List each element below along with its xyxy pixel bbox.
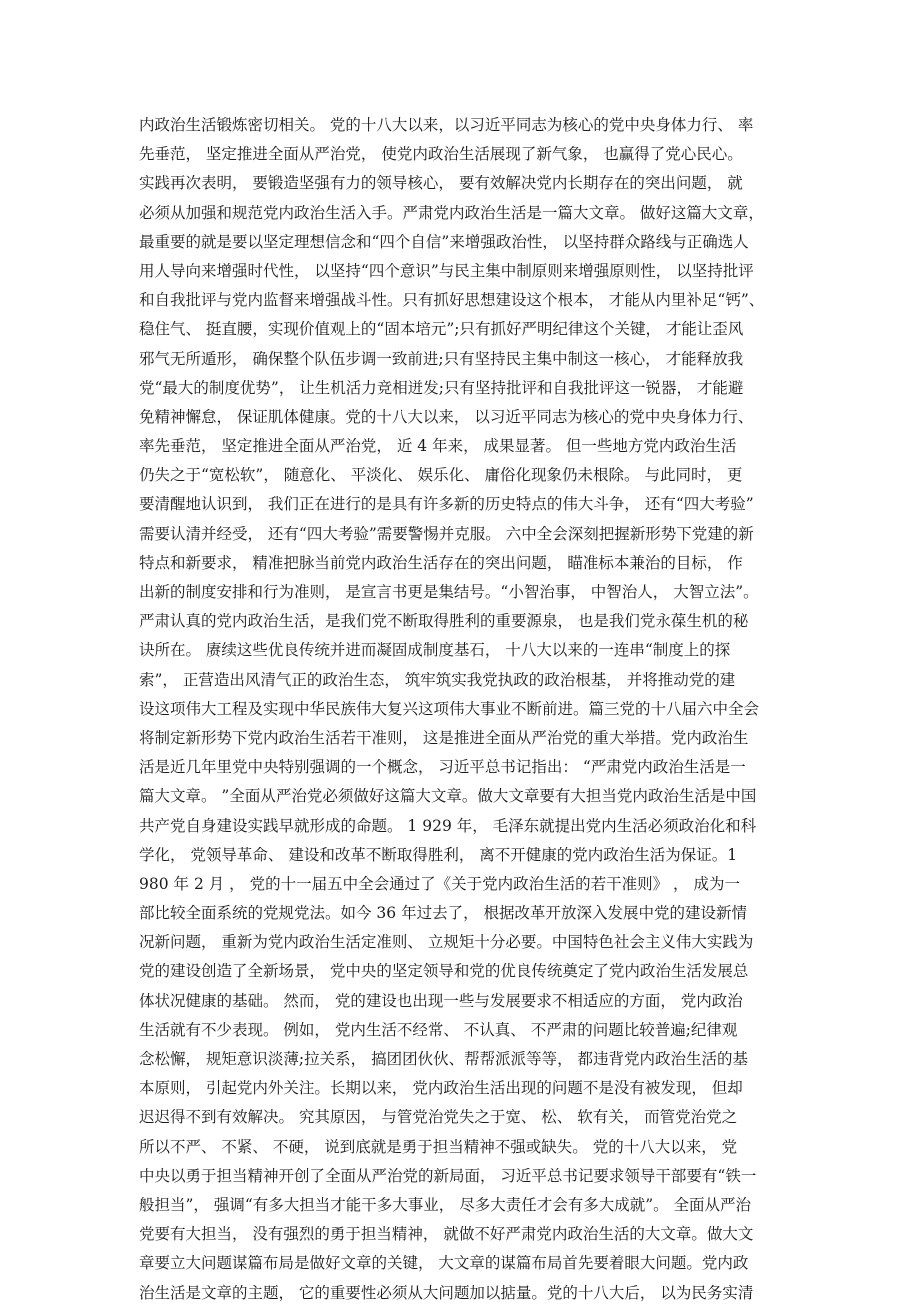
text-line: 最重要的就是要以坚定理想信念和“四个自信”来增强政治性， 以坚持群众路线与正确选人 [139,232,749,251]
text-line: 本原则， 引起党内外关注。长期以来， 党内政治生活出现的问题不是没有被发现， 但却 [139,1079,743,1098]
text-line: 将制定新形势下党内政治生活若干准则， 这是推进全面从严治党的重大举措。党内政治生 [139,728,749,747]
text-line: 仍失之于“宽松软”， 随意化、 平淡化、 娱乐化、 庸俗化现象仍未根除。 与此同时， 更 [139,466,743,485]
text-line: 念松懈， 规矩意识淡薄;拉关系， 搞团团伙伙、帮帮派派等等， 都违背党内政治生活的基 [139,1050,749,1068]
text-line: 必须从加强和规范党内政治生活入手。严肃党内政治生活是一篇大文章。 做好这篇大文章， [139,203,764,222]
text-line: 邪气无所遁形， 确保整个队伍步调一致前进;只有坚持民主集中制这一核心， 才能释放我 [139,349,744,368]
text-line: 诀所在。 赓续这些优良传统并进而凝固成制度基石， 十八大以来的一连串“制度上的探 [139,641,731,660]
text-line: 生活就有不少表现。 例如， 党内生活不经常、 不认真、 不严肃的问题比较普遍;纪律观 [139,1020,738,1039]
text-line: 率先垂范， 坚定推进全面从严治党， 近 4 年来， 成果显著。 但一些地方党内政治生活 [139,437,737,456]
text-line: 用人导向来增强时代性， 以坚持“四个意识”与民主集中制原则来增强原则性， 以坚持批评 [139,261,754,280]
text-line: 980 年 2 月 ， 党的十一届五中全会通过了《关于党内政治生活的若干准则》 ， 成为一 [139,874,740,893]
text-line: 稳住气、 挺直腰，实现价值观上的“固本培元”;只有抓好严明纪律这个关键， 才能让歪风 [139,320,744,339]
text-line: 索”， 正营造出风清气正的政治生态， 筑牢筑实我党执政的政治根基， 并将推动党的建 [139,670,736,689]
text-line: 中央以勇于担当精神开创了全面从严治党的新局面， 习近平总书记要求领导干部要有“铁一 [139,1166,757,1185]
text-line: 活是近几年里党中央特别强调的一个概念， 习近平总书记指出： “严肃党内政治生活是一 [139,758,746,777]
text-line: 共产党自身建设实践早就形成的命题。 1 929 年， 毛泽东就提出党内生活必须政治化和科 [139,816,757,835]
text-line: 部比较全面系统的党规党法。如今 36 年过去了， 根据改革开放深入发展中党的建设新情 [139,904,748,923]
text-line: 内政治生活锻炼密切相关。 党的十八大以来，以习近平同志为核心的党中央身体力行、 率 [139,116,754,134]
text-line: 般担当”， 强调“有多大担当才能干多大事业， 尽多大责任才会有多大成就”。 全面从严治 [139,1195,752,1214]
text-line: 篇大文章。 ”全面从严治党必须做好这篇大文章。做大文章要有大担当党内政治生活是中国 [139,787,757,806]
text-line: 所以不严、 不紧、 不硬， 说到底就是勇于担当精神不强或缺失。 党的十八大以来， 党 [139,1137,738,1156]
text-line: 免精神懈怠， 保证肌体健康。党的十八大以来， 以习近平同志为核心的党中央身体力行、 [139,407,754,426]
text-line: 党“最大的制度优势”， 让生机活力竞相迸发;只有坚持批评和自我批评这一锐器， 才能避 [139,378,744,397]
text-line: 章要立大问题谋篇布局是做好文章的关键， 大文章的谋篇布局首先要着眼大问题。党内政 [139,1254,749,1273]
text-line: 先垂范， 坚定推进全面从严治党， 使党内政治生活展现了新气象， 也赢得了党心民心。 [139,145,743,164]
text-line: 要清醒地认识到， 我们正在进行的是具有许多新的历史特点的伟大斗争， 还有“四大考验” [139,495,754,514]
text-line: 实践再次表明， 要锻造坚强有力的领导核心， 要有效解决党内长期存在的突出问题， 就 [139,174,743,193]
text-line: 和自我批评与党内监督来增强战斗性。只有抓好思想建设这个根本， 才能从内里补足“钙”、 [139,291,765,310]
text-line: 设这项伟大工程及实现中华民族伟大复兴这项伟大事业不断前进。篇三党的十八届六中全会 [139,699,760,718]
text-line: 况新问题， 重新为党内政治生活定准则、 立规矩十分必要。中国特色社会主义伟大实践为 [139,933,754,952]
text-line: 党的建设创造了全新场景， 党中央的坚定领导和党的优良传统奠定了党内政治生活发展总 [139,962,749,981]
text-line: 严肃认真的党内政治生活，是我们党不断取得胜利的重要源泉， 也是我们党永葆生机的秘 [139,612,749,631]
text-line: 特点和新要求， 精准把脉当前党内政治生活存在的突出问题， 瞄准标本兼治的目标， 作 [139,553,743,572]
text-line: 党要有大担当， 没有强烈的勇于担当精神， 就做不好严肃党内政治生活的大文章。做大文 [139,1225,754,1244]
text-line: 治生活是文章的主题， 它的重要性必须从大问题加以掂量。党的十八大后， 以为民务实清 [139,1283,754,1302]
text-line: 学化， 党领导革命、 建设和改革不断取得胜利， 离不开健康的党内政治生活为保证。1 [139,845,738,864]
text-line: 出新的制度安排和行为准则， 是宣言书更是集结号。“小智治事， 中智治人， 大智立法”。 [139,583,759,601]
text-line: 需要认清并经受， 还有“四大考验”需要警惕并克服。 六中全会深刻把握新形势下党建的新 [139,524,754,543]
body-text [139,111,789,1308]
text-line: 体状况健康的基础。 然而， 党的建设也出现一些与发展要求不相适应的方面， 党内政治 [139,991,743,1010]
text-line: 迟迟得不到有效解决。 究其原因， 与管党治党失之于宽、 松、 软有关， 而管党治党之 [139,1108,738,1127]
